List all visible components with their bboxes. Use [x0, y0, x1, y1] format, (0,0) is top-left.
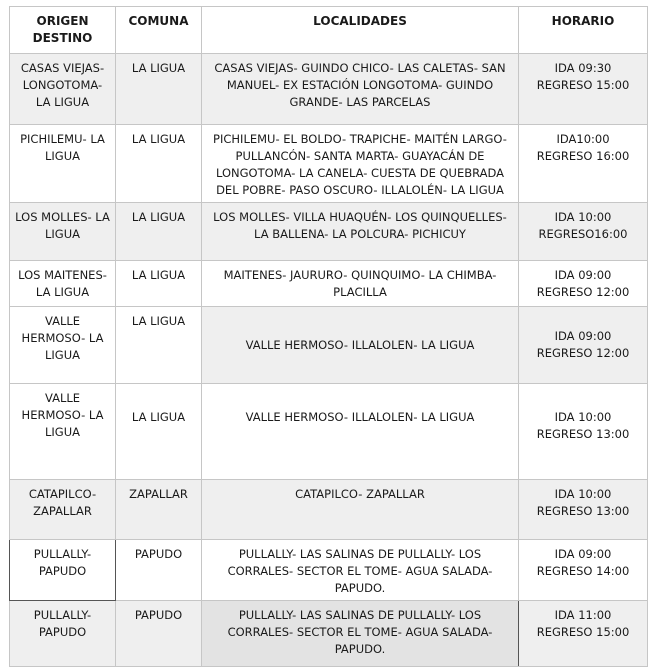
ida-time: IDA 11:00 — [554, 608, 612, 622]
cell-comuna: LA LIGUA — [116, 125, 202, 203]
cell-localidades: PULLALLY- LAS SALINAS DE PULLALLY- LOS CORRALES- SECTOR EL TOME- AGUA SALADA- PAPUDO. — [202, 540, 519, 601]
cell-localidades: CASAS VIEJAS- GUINDO CHICO- LAS CALETAS- SAN MANUEL- EX ESTACIÓN LONGOTOMA- GUINDO GRANDE- LAS PARCELAS — [202, 54, 519, 125]
regreso-time: REGRESO 12:00 — [536, 346, 630, 360]
header-row — [10, 7, 648, 54]
ida-time: IDA10:00 — [556, 132, 610, 146]
ida-time: IDA 10:00 — [554, 210, 612, 224]
cell-localidades: PULLALLY- LAS SALINAS DE PULLALLY- LOS CORRALES- SECTOR EL TOME- AGUA SALADA- PAPUDO. — [202, 601, 519, 667]
ida-time: IDA 09:00 — [554, 268, 612, 282]
cell-localidades: PICHILEMU- EL BOLDO- TRAPICHE- MAITÉN LARGO- PULLANCÓN- SANTA MARTA- GUAYACÁN DE LONGOTOMA- LA CANELA- CUESTA DE QUEBRADA DEL POBRE- PASO OSCURO- ILLALOLÉN- LA LIGUA — [202, 125, 519, 203]
regreso-time: REGRESO 13:00 — [536, 504, 630, 518]
ida-time: IDA 10:00 — [554, 487, 612, 501]
regreso-time: REGRESO 16:00 — [536, 149, 630, 163]
cell-comuna: PAPUDO — [116, 601, 202, 667]
cell-origen: CASAS VIEJAS- LONGOTOMA- LA LIGUA — [10, 54, 116, 125]
header-localidades: LOCALIDADES — [202, 7, 519, 54]
table-row — [10, 261, 648, 307]
cell-origen: PULLALLY- PAPUDO — [10, 540, 116, 601]
cell-origen: LOS MOLLES- LA LIGUA — [10, 203, 116, 261]
cell-horario — [519, 540, 648, 601]
cell-horario — [519, 384, 648, 480]
header-origen: ORIGEN DESTINO — [10, 7, 116, 54]
table-row — [10, 125, 648, 203]
cell-horario — [519, 203, 648, 261]
regreso-time: REGRESO 13:00 — [536, 427, 630, 441]
ida-time: IDA 09:30 — [554, 61, 612, 75]
regreso-time: REGRESO 15:00 — [536, 625, 630, 639]
cell-horario — [519, 601, 648, 667]
cell-horario — [519, 54, 648, 125]
cell-origen: PULLALLY- PAPUDO — [10, 601, 116, 667]
cell-localidades: VALLE HERMOSO- ILLALOLEN- LA LIGUA — [202, 384, 519, 480]
table-row — [10, 54, 648, 125]
cell-comuna: LA LIGUA — [116, 203, 202, 261]
regreso-time: REGRESO 15:00 — [536, 78, 630, 92]
cell-comuna: ZAPALLAR — [116, 480, 202, 540]
table-row — [10, 384, 648, 480]
schedule-table — [9, 6, 648, 667]
regreso-time: REGRESO16:00 — [538, 227, 628, 241]
ida-time: IDA 10:00 — [554, 410, 612, 424]
cell-origen: LOS MAITENES- LA LIGUA — [10, 261, 116, 307]
cell-origen: CATAPILCO- ZAPALLAR — [10, 480, 116, 540]
cell-horario — [519, 307, 648, 384]
ida-time: IDA 09:00 — [554, 329, 612, 343]
cell-comuna: LA LIGUA — [116, 54, 202, 125]
cell-localidades: MAITENES- JAURURO- QUINQUIMO- LA CHIMBA- PLACILLA — [202, 261, 519, 307]
header-horario: HORARIO — [519, 7, 648, 54]
cell-comuna: LA LIGUA — [116, 384, 202, 480]
table-row — [10, 480, 648, 540]
cell-comuna: LA LIGUA — [116, 261, 202, 307]
cell-origen: VALLE HERMOSO- LA LIGUA — [10, 307, 116, 384]
cell-origen: VALLE HERMOSO- LA LIGUA — [10, 384, 116, 480]
cell-horario — [519, 480, 648, 540]
table-row — [10, 601, 648, 667]
header-comuna: COMUNA — [116, 7, 202, 54]
cell-localidades: CATAPILCO- ZAPALLAR — [202, 480, 519, 540]
table-row — [10, 307, 648, 384]
table-row — [10, 203, 648, 261]
cell-horario — [519, 261, 648, 307]
regreso-time: REGRESO 12:00 — [536, 285, 630, 299]
cell-localidades: LOS MOLLES- VILLA HUAQUÉN- LOS QUINQUELLES- LA BALLENA- LA POLCURA- PICHICUY — [202, 203, 519, 261]
cell-localidades: VALLE HERMOSO- ILLALOLEN- LA LIGUA — [202, 307, 519, 384]
cell-comuna: LA LIGUA — [116, 307, 202, 384]
ida-time: IDA 09:00 — [554, 547, 612, 561]
cell-comuna: PAPUDO — [116, 540, 202, 601]
cell-origen: PICHILEMU- LA LIGUA — [10, 125, 116, 203]
cell-horario — [519, 125, 648, 203]
table-row — [10, 540, 648, 601]
regreso-time: REGRESO 14:00 — [536, 564, 630, 578]
